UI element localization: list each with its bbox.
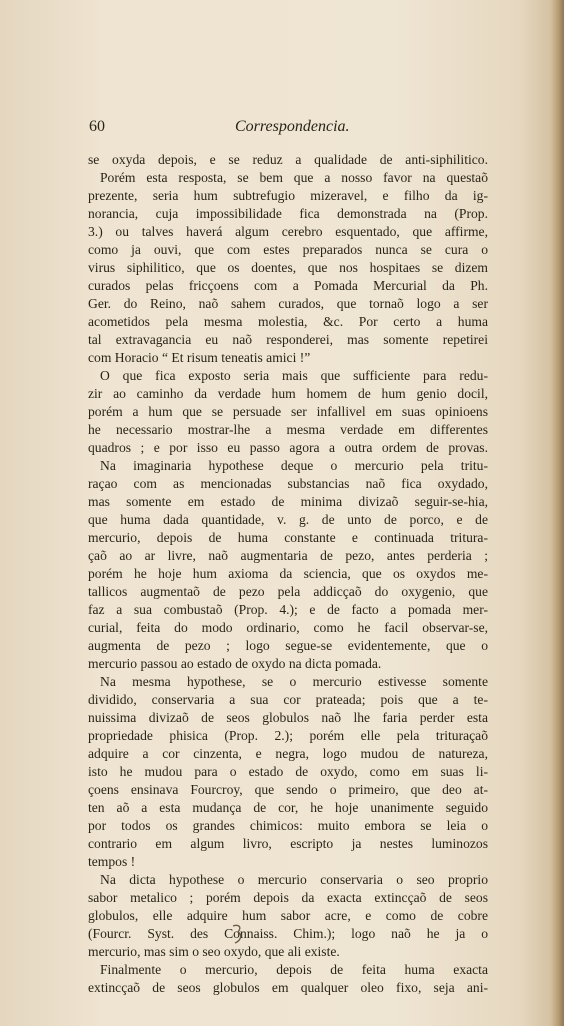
signature-mark-icon bbox=[230, 923, 246, 945]
page-header bbox=[89, 118, 351, 140]
text-line: por todos os grandes chimicos: muito embora se leia o bbox=[88, 818, 488, 833]
text-line: isto he mudou para o estado de oxydo, como em suas li- bbox=[88, 764, 488, 779]
text-line: com Horacio “ Et risum teneatis amici !” bbox=[88, 350, 311, 365]
body-text bbox=[88, 151, 488, 997]
text-line: Ger. do Reino, naõ sahem curados, que tornaõ logo a ser bbox=[88, 296, 488, 311]
signature-mark bbox=[230, 923, 246, 950]
text-line: prezente, seria hum subtrefugio mizeravel, e filho da ig- bbox=[88, 188, 488, 203]
text-line: adquire a cor cinzenta, e negra, logo mudou de natureza, bbox=[88, 746, 488, 761]
page-edge-shadow bbox=[550, 0, 564, 1026]
text-line: Na imaginaria hypothese deque o mercurio pela tritu- bbox=[100, 458, 488, 473]
text-line: que huma dada quantidade, v. g. de unto de porco, e de bbox=[88, 512, 488, 527]
text-line: porém he hoje hum axioma da sciencia, que os oxydos me- bbox=[88, 566, 488, 581]
text-line: mercurio, depois de huma constante e continuada tritura- bbox=[88, 530, 488, 545]
text-line: como ja ouvi, que com estes preparados nunca se cura o bbox=[88, 242, 488, 257]
text-line: extincçaõ de seos globulos em qualquer oleo fixo, seja ani- bbox=[88, 980, 488, 995]
text-line: Na dicta hypothese o mercurio conservaria o seo proprio bbox=[100, 872, 488, 887]
text-line: propriedade phisica (Prop. 2.); porém elle pela trituraçaõ bbox=[88, 728, 488, 743]
text-line: nuissima divizaõ de seos globulos naõ lhe faria perder esta bbox=[88, 710, 488, 725]
running-title: Correspondencia. bbox=[235, 118, 350, 135]
text-line: zir ao caminho da verdade hum homem de hum genio docil, bbox=[88, 386, 488, 401]
text-line: curados pelas fricçoens com a Pomada Mercurial da Ph. bbox=[88, 278, 488, 293]
text-line: ten aõ a esta mudança de cor, he hoje unanimente seguido bbox=[88, 800, 488, 815]
text-line: quadros ; e por isso eu passo agora a outra ordem de provas. bbox=[88, 440, 488, 455]
text-line: çoens ensinava Fourcroy, que sendo o primeiro, que deo at- bbox=[88, 782, 488, 797]
text-line: mercurio, mas sim o seo oxydo, que ali existe. bbox=[88, 944, 340, 959]
text-line: dividido, conservaria a sua cor prateada; pois que a te- bbox=[88, 692, 488, 707]
text-line: Porém esta resposta, se bem que a nosso favor na questaõ bbox=[100, 170, 488, 185]
text-line: mercurio passou ao estado de oxydo na dicta pomada. bbox=[88, 656, 382, 671]
text-line: acometidos pela mesma molestia, &c. Por certo a huma bbox=[88, 314, 488, 329]
text-line: porém a hum que se persuade ser infallivel em suas opinioens bbox=[88, 404, 488, 419]
text-line: (Fourcr. Syst. des Connaiss. Chim.); logo naõ he ja o bbox=[88, 926, 488, 941]
text-line: augmenta de pezo ; logo segue-se evidentemente, que o bbox=[88, 638, 488, 653]
text-line: virus siphilitico, que os doentes, que nos hospitaes se dizem bbox=[88, 260, 488, 275]
text-line: çaõ ao ar livre, naõ augmentaria de pezo, antes perderia ; bbox=[88, 548, 488, 563]
text-line: tal extravagancia eu naõ responderei, mas somente repetirei bbox=[88, 332, 488, 347]
text-line: tallicos augmentaõ de pezo pela addicçaõ do oxygenio, que bbox=[88, 584, 488, 599]
text-line: faz a sua combustaõ (Prop. 4.); e de facto a pomada mer- bbox=[88, 602, 488, 617]
text-line: mas somente em estado de minima divizaõ seguir-se-hia, bbox=[88, 494, 488, 509]
text-line: Na mesma hypothese, se o mercurio estivesse somente bbox=[100, 674, 488, 689]
text-line: globulos, elle adquire hum sabor acre, e como de cobre bbox=[88, 908, 488, 923]
text-line: O que fica exposto seria mais que sufficiente para redu- bbox=[100, 368, 488, 383]
text-line: se oxyda depois, e se reduz a qualidade de anti-siphilitico. bbox=[88, 152, 488, 167]
text-line: tempos ! bbox=[88, 854, 136, 869]
text-line: contrario em algum livro, escripto ja nestes luminozos bbox=[88, 836, 488, 851]
text-line: Finalmente o mercurio, depois de feita huma exacta bbox=[100, 962, 488, 977]
text-line: norancia, cuja impossibilidade fica demonstrada na (Prop. bbox=[88, 206, 488, 221]
text-line: he necessario mostrar-lhe a mesma verdade em differentes bbox=[88, 422, 488, 437]
text-line: raçao com as mencionadas substancias naõ fica oxydado, bbox=[88, 476, 488, 491]
text-line: sabor metalico ; porém depois da exacta extincçaõ de seos bbox=[88, 890, 488, 905]
page-number: 60 bbox=[89, 118, 105, 135]
text-line: curial, feita do modo ordinario, como he facil observar-se, bbox=[88, 620, 488, 635]
text-line: 3.) ou talves haverá algum cerebro esquentado, que affirme, bbox=[88, 224, 488, 239]
